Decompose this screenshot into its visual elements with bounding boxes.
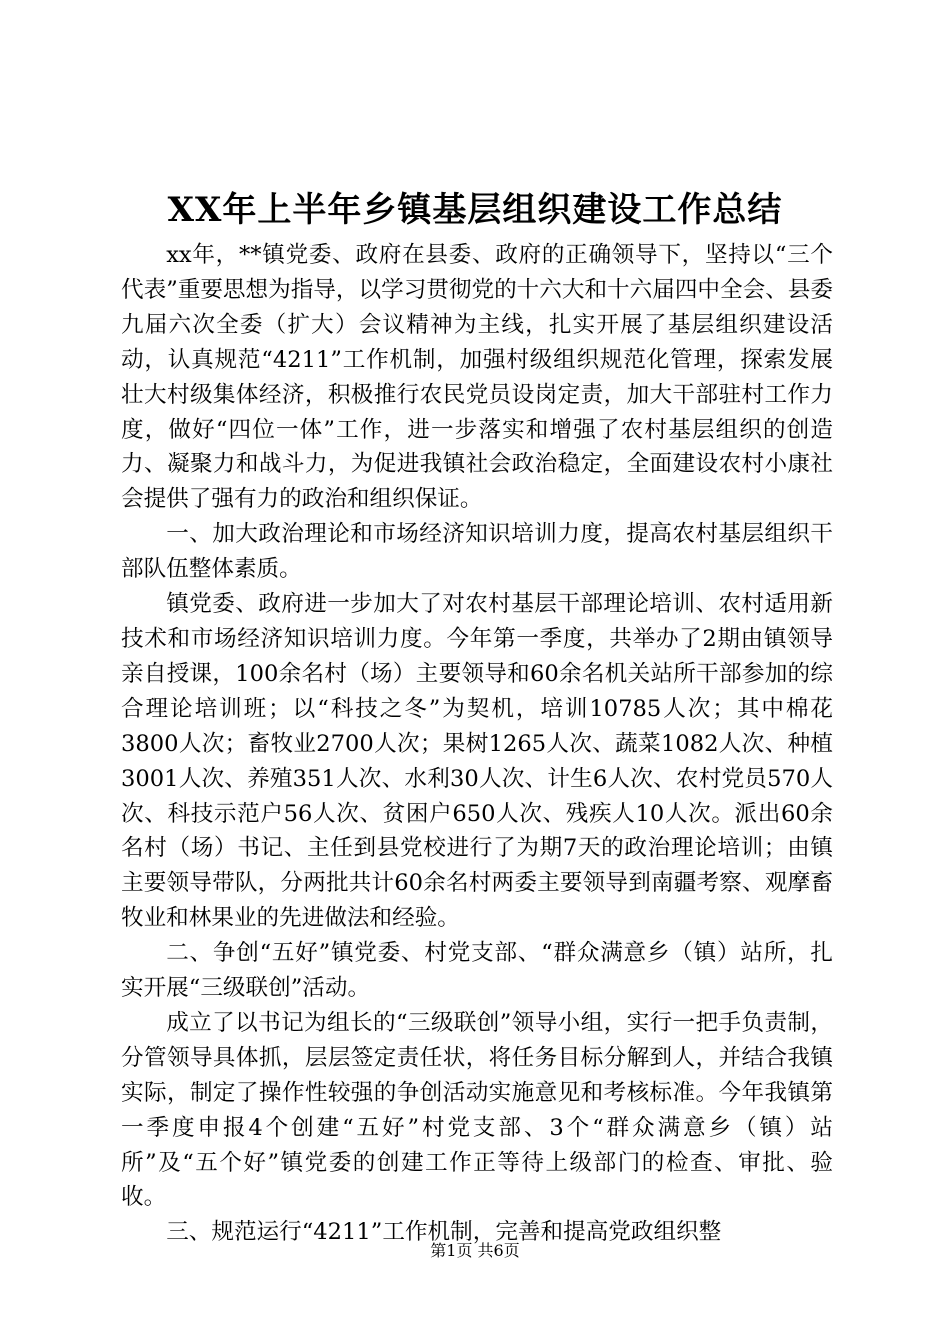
paragraph-three-level: 成立了以书记为组长的“三级联创”领导小组，实行一把手负责制，分管领导具体抓，层层签定责任状，将任务目标分解到人，并结合我镇实际，制定了操作性较强的争创活动实施意见和考核标准。今年我镇第一季度申报4个创建“五好”村党支部、3个“群众满意乡（镇）站所”及“五个好”镇党委的创建工作正等待上级部门的检查、审批、验收。 [121,1009,833,1211]
section-heading-1: 一、加大政治理论和市场经济知识培训力度，提高农村基层组织干部队伍整体素质。 [121,521,833,583]
paragraph-training: 镇党委、政府进一步加大了对农村基层干部理论培训、农村适用新技术和市场经济知识培训力度。今年第一季度，共举办了2期由镇领导亲自授课，100余名村（场）主要领导和60余名机关站所干部参加的综合理论培训班；以“科技之冬”为契机，培训10785人次；其中棉花3800人次；畜牧业2700人次；果树1265人次、蔬菜1082人次、种植3001人次、养殖351人次、水利30人次、计生6人次、农村党员570人次、科技示范户56人次、贫困户650人次、残疾人10人次。派出60余名村（场）书记、主任到县党校进行了为期7天的政治理论培训；由镇主要领导带队，分两批共计60余名村两委主要领导到南疆考察、观摩畜牧业和林果业的先进做法和经验。 [121,591,833,932]
document-title: XX年上半年乡镇基层组织建设工作总结 [167,190,783,230]
paragraph-intro: xx年，**镇党委、政府在县委、政府的正确领导下，坚持以“三个代表”重要思想为指导，以学习贯彻党的十六大和十六届四中全会、县委九届六次全委（扩大）会议精神为主线，扎实开展了基层组织建设活动，认真规范“4211”工作机制，加强村级组织规范化管理，探索发展壮大村级集体经济，积极推行农民党员设岗定责，加大干部驻村工作力度，做好“四位一体”工作，进一步落实和增强了农村基层组织的创造力、凝聚力和战斗力，为促进我镇社会政治稳定，全面建设农村小康社会提供了强有力的政治和组织保证。 [121,242,833,513]
section-heading-2: 二、争创“五好”镇党委、村党支部、“群众满意乡（镇）站所，扎实开展“三级联创”活动。 [121,940,833,1002]
document-body [121,238,833,1250]
section-heading-3: 三、规范运行“4211”工作机制，完善和提高党政组织整 [166,1219,722,1246]
page-footer: 第1页 共6页 [430,1241,520,1260]
